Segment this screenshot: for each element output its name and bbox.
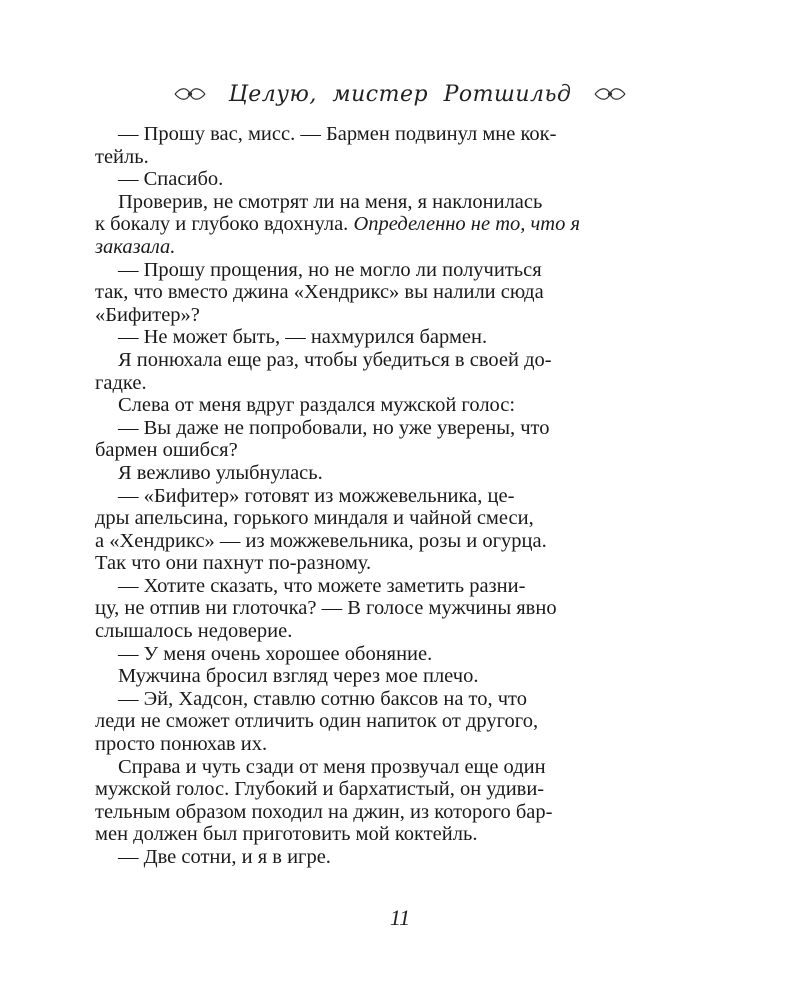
text-line xyxy=(118,688,670,711)
text-line-content: — Эй, Хадсон, ставлю сотню баксов на то, что xyxy=(118,687,527,710)
ornament-icon xyxy=(173,85,207,103)
text-line-italic: заказала. xyxy=(95,235,176,258)
text-line-content: к бокалу и глубоко вдохнула. xyxy=(95,213,354,236)
text-line-content: — Прошу вас, мисс. — Бармен подвинул мне кок- xyxy=(118,123,557,145)
text-line xyxy=(118,756,670,779)
text-line-content: Я вежливо улыбнулась. xyxy=(118,461,323,484)
text-line xyxy=(95,801,670,824)
text-line xyxy=(95,146,670,169)
text-line-content: — Вы даже не попробовали, но уже уверены, что xyxy=(118,416,550,439)
text-line xyxy=(118,665,670,688)
text-line-content: Я понюхала еще раз, чтобы убедиться в своей до- xyxy=(118,348,552,371)
text-line xyxy=(95,620,670,643)
text-line-content: — «Бифитер» готовят из можжевельника, це- xyxy=(118,484,515,507)
text-line xyxy=(118,326,670,349)
text-line-content: а «Хендрикс» — из можжевельника, розы и огурца. xyxy=(95,529,547,552)
text-line xyxy=(118,846,670,869)
text-line xyxy=(95,597,670,620)
text-line-content: — Не может быть, — нахмурился бармен. xyxy=(118,326,488,349)
text-line-content: Проверив, не смотрят ли на меня, я наклонилась xyxy=(118,190,543,213)
text-line xyxy=(118,123,670,146)
running-header xyxy=(0,76,800,112)
text-line-content: дры апельсина, горького миндаля и чайной смеси, xyxy=(95,507,534,530)
text-line xyxy=(118,168,670,191)
text-line xyxy=(118,462,670,485)
text-line xyxy=(118,575,670,598)
text-line xyxy=(118,394,670,417)
text-line xyxy=(95,439,670,462)
text-line xyxy=(95,281,670,304)
text-line-content: гадке. xyxy=(95,371,147,394)
text-line xyxy=(118,417,670,440)
text-line-content: просто понюхав их. xyxy=(95,733,268,756)
text-line xyxy=(95,213,670,236)
text-line-content: Слева от меня вдруг раздался мужской голос: xyxy=(118,394,516,417)
text-line xyxy=(118,259,670,282)
text-line xyxy=(118,485,670,508)
text-line xyxy=(95,304,670,327)
text-line xyxy=(118,643,670,666)
text-line xyxy=(95,778,670,801)
ornament-icon xyxy=(593,85,627,103)
text-line-content: — У меня очень хорошее обоняние. xyxy=(118,642,433,665)
text-line xyxy=(95,372,670,395)
text-line-content: слышалось недоверие. xyxy=(95,620,293,643)
text-line-content: — Хотите сказать, что можете заметить разни- xyxy=(118,574,526,597)
text-line-content: тейль. xyxy=(95,145,149,168)
text-line xyxy=(95,236,670,259)
text-line xyxy=(95,733,670,756)
text-line-content: — Две сотни, и я в игре. xyxy=(118,846,331,868)
text-line-content: тельным образом походил на джин, из которого бар- xyxy=(95,800,553,823)
text-line-content: мужской голос. Глубокий и бархатистый, он удиви- xyxy=(95,778,545,801)
text-line-content: — Спасибо. xyxy=(118,168,224,191)
text-line xyxy=(118,191,670,214)
text-line xyxy=(95,507,670,530)
running-header-title: Целую, мистер Ротшильд xyxy=(228,81,572,107)
text-line-content: мен должен был приготовить мой коктейль. xyxy=(95,823,478,846)
text-line-content: «Бифитер»? xyxy=(95,303,200,326)
text-line xyxy=(95,823,670,846)
body-text xyxy=(95,123,670,869)
text-line-italic: Определенно не то, что я xyxy=(353,213,580,236)
page-number: 11 xyxy=(389,905,411,930)
text-line-content: бармен ошибся? xyxy=(95,439,238,462)
text-line-content: цу, не отпив ни глоточка? — В голосе мужчины явно xyxy=(95,597,557,620)
text-line xyxy=(118,349,670,372)
text-line-content: леди не сможет отличить один напиток от другого, xyxy=(95,710,539,733)
text-line xyxy=(95,710,670,733)
text-line-content: Мужчина бросил взгляд через мое плечо. xyxy=(118,665,479,688)
text-line-content: так, что вместо джина «Хендрикс» вы налили сюда xyxy=(95,281,544,304)
text-line-content: Так что они пахнут по-разному. xyxy=(95,552,372,575)
text-line-content: — Прошу прощения, но не могло ли получиться xyxy=(118,258,542,281)
text-line xyxy=(95,552,670,575)
text-line-content: Справа и чуть сзади от меня прозвучал еще один xyxy=(118,755,546,778)
text-line xyxy=(95,530,670,553)
